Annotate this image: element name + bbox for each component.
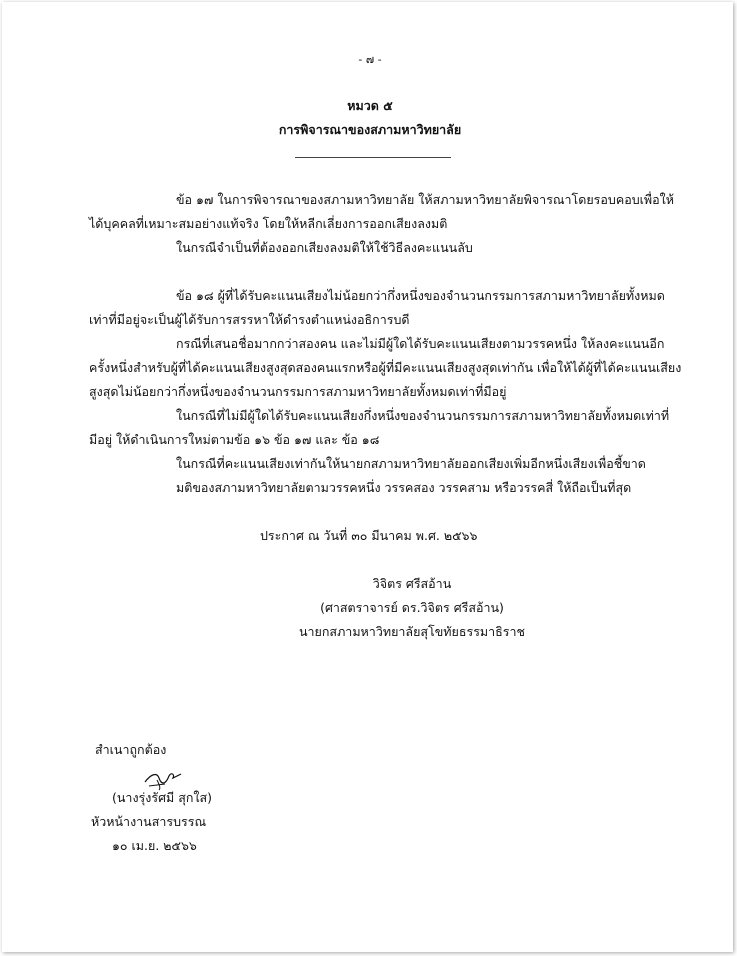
clause-18-line-8: ในกรณีที่คะแนนเสียงเท่ากันให้นายกสภามหาวิทยาลัยออกเสียงเพิ่มอีกหนึ่งเสียงเพื่อชี้ขาด <box>176 456 646 471</box>
certified-date: ๑๐ เม.ย. ๒๕๖๖ <box>112 838 197 853</box>
clause-18-line-7: มีอยู่ ให้ดำเนินการใหม่ตามข้อ ๑๖ ข้อ ๑๗ และ ข้อ ๑๘ <box>89 432 380 447</box>
clause-18-line-3: กรณีที่เสนอชื่อมากกว่าสองคน และไม่มีผู้ใดได้รับคะแนนเสียงตามวรรคหนึ่ง ให้ลงคะแนนอีก <box>176 336 665 351</box>
certified-copy-label: สำเนาถูกต้อง <box>95 742 167 757</box>
clause-18-line-4: ครั้งหนึ่งสำหรับผู้ที่ได้คะแนนเสียงสูงสุดสองคนแรกหรือผู้ที่มีคะแนนเสียงสูงสุดเท่ากัน เพื่อให้ได้ผู้ที่ได้คะแนนเสียง <box>89 360 682 375</box>
signer-full-name: (ศาสตราจารย์ ดร.วิจิตร ศรีสอ้าน) <box>320 600 504 615</box>
clause-17-line-2: ได้บุคคลที่เหมาะสมอย่างแท้จริง โดยให้หลีกเลี่ยงการออกเสียงลงมติ <box>89 216 448 231</box>
document-page <box>2 2 733 952</box>
clause-18-line-2: เท่าที่มีอยู่จะเป็นผู้ได้รับการสรรหาให้ดำรงตำแหน่งอธิการบดี <box>89 312 410 327</box>
chapter-title: การพิจารณาของสภามหาวิทยาลัย <box>278 122 462 137</box>
announcement-date: ประกาศ ณ วันที่ ๓๐ มีนาคม พ.ศ. ๒๕๖๖ <box>260 528 478 543</box>
title-divider <box>295 157 451 158</box>
signer-position: นายกสภามหาวิทยาลัยสุโขทัยธรรมาธิราช <box>298 624 526 639</box>
clause-18-line-1: ข้อ ๑๘ ผู้ที่ได้รับคะแนนเสียงไม่น้อยกว่ากึ่งหนึ่งของจำนวนกรรมการสภามหาวิทยาลัยทั้งหมด <box>176 288 665 303</box>
chapter-heading: หมวด ๕ <box>347 98 393 113</box>
clause-18-line-5: สูงสุดไม่น้อยกว่ากึ่งหนึ่งของจำนวนกรรมการสภามหาวิทยาลัยทั้งหมดเท่าที่มีอยู่ <box>89 384 507 399</box>
signer-name: วิจิตร ศรีสอ้าน <box>372 576 452 591</box>
certifier-name: (นางรุ่งรัศมี สุกใส) <box>112 790 213 805</box>
clause-18-line-9: มติของสภามหาวิทยาลัยตามวรรคหนึ่ง วรรคสอง วรรคสาม หรือวรรคสี่ ให้ถือเป็นที่สุด <box>176 480 632 495</box>
page-number: - ๗ - <box>358 53 382 66</box>
clause-17-line-3: ในกรณีจำเป็นที่ต้องออกเสียงลงมติให้ใช้วิธีลงคะแนนลับ <box>176 240 473 255</box>
clause-17-line-1: ข้อ ๑๗ ในการพิจารณาของสภามหาวิทยาลัย ให้สภามหาวิทยาลัยพิจารณาโดยรอบคอบเพื่อให้ <box>176 192 675 207</box>
clause-18-line-6: ในกรณีที่ไม่มีผู้ใดได้รับคะแนนเสียงกึ่งหนึ่งของจำนวนกรรมการสภามหาวิทยาลัยทั้งหมดเท่าที่ <box>176 408 670 423</box>
certifier-position: หัวหน้างานสารบรรณ <box>91 814 207 829</box>
handwritten-signature-icon <box>143 768 183 792</box>
